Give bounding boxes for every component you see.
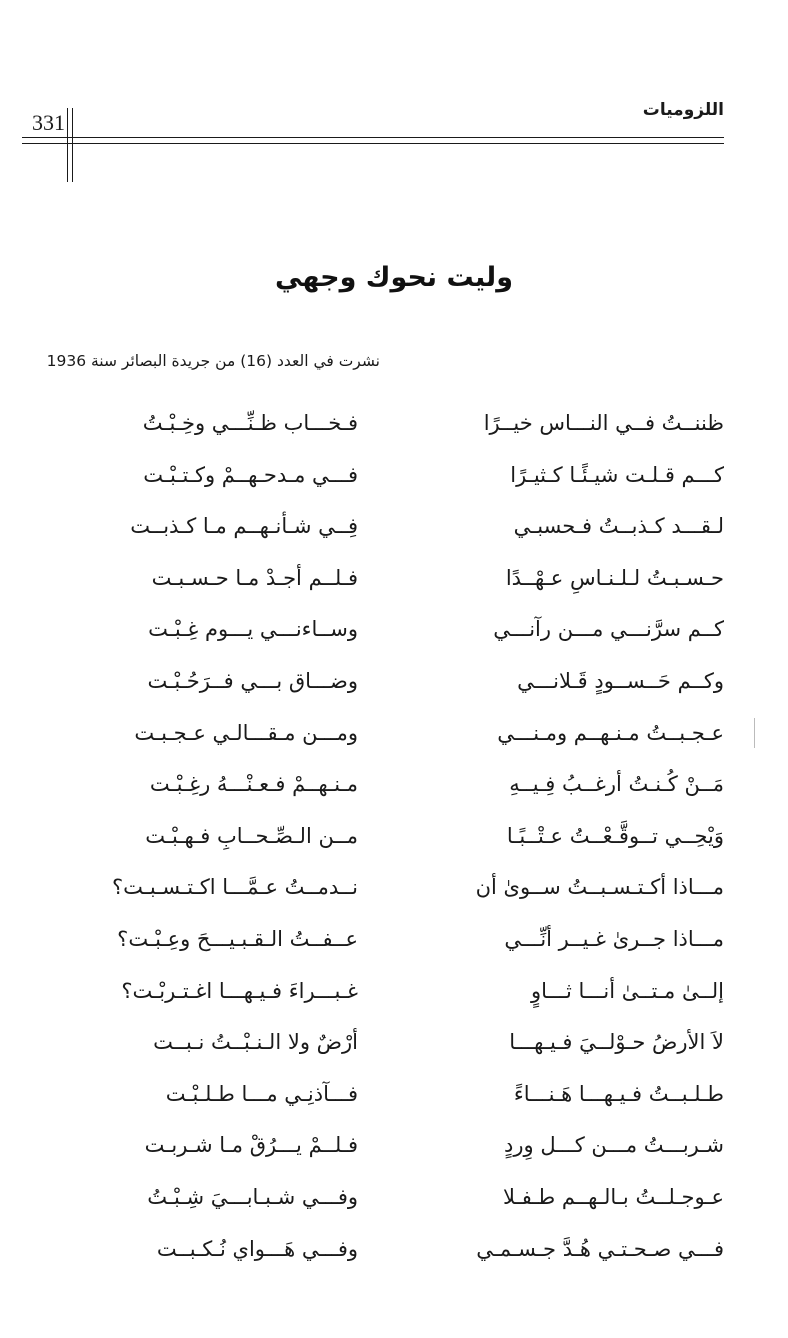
verse-second-hemistich: فـــآذنِـي مـــا طـلـبْـت bbox=[165, 1081, 358, 1106]
running-head: اللزوميات bbox=[642, 100, 724, 120]
verse-line bbox=[0, 816, 788, 868]
verse-second-hemistich: وضـــاق بـــي فــرَحُـبْـت bbox=[147, 668, 358, 693]
verse-line bbox=[0, 971, 788, 1023]
verse-line bbox=[0, 919, 788, 971]
verse-line bbox=[0, 713, 788, 765]
verse-first-hemistich: إلــىٰ مـتــىٰ أنـــا ثـــاوٍ bbox=[531, 978, 724, 1003]
poem-title: وليت نحوك وجهي bbox=[275, 262, 513, 293]
poem-verses bbox=[0, 403, 788, 1280]
verse-second-hemistich: نــدمــتُ عـمَّـــا اكـتـسـبـت؟ bbox=[112, 875, 358, 900]
verse-first-hemistich: لاَ الأرضُ حـوْلــيَ فـيـهـــا bbox=[509, 1030, 724, 1055]
verse-first-hemistich: كــم سرَّنـــي مـــن رآنـــي bbox=[493, 617, 724, 642]
verse-line bbox=[0, 1177, 788, 1229]
verse-second-hemistich: ومـــن مـقـــالـي عـجـبـت bbox=[134, 720, 358, 745]
verse-first-hemistich: فـــي صـحـتـي هُـدَّ جـسـمـي bbox=[476, 1236, 724, 1261]
verse-line bbox=[0, 764, 788, 816]
verse-second-hemistich: فِــي شـأنـهــم مـا كـذبــت bbox=[130, 514, 358, 539]
verse-first-hemistich: ظننــتُ فــي النـــاس خيــرًا bbox=[483, 411, 724, 435]
header-rule-lower bbox=[22, 143, 724, 144]
verse-first-hemistich: شـربـــتُ مـــن كـــل وِردٍ bbox=[504, 1133, 724, 1158]
verse-line bbox=[0, 1229, 788, 1281]
verse-first-hemistich: وَيْحِــي تــوقَّـعْــتُ عـتْــبًـا bbox=[506, 823, 724, 848]
verse-first-hemistich: كـــم قـلـت شيـئًـا كـثيـرًا bbox=[510, 462, 724, 487]
verse-first-hemistich: عـوجـلــتُ بـالـهــم طـفـلا bbox=[503, 1184, 724, 1209]
verse-second-hemistich: فـلــمْ يـــرُقْ مـا شـربـت bbox=[144, 1133, 358, 1158]
publication-note: نشرت في العدد (16) من جريدة البصائر سنة 1936 bbox=[46, 352, 380, 370]
header-vertical-bar-left bbox=[67, 108, 68, 182]
verse-first-hemistich: مـــاذا أكـتـسـبــتُ ســوىٰ أن bbox=[475, 875, 724, 900]
verse-line bbox=[0, 506, 788, 558]
verse-second-hemistich: فـــي مـدحـهــمْ وكـتـبْـت bbox=[143, 462, 358, 487]
verse-second-hemistich: أرْضٌ ولا الـنـبْــتُ نـبــت bbox=[153, 1030, 358, 1055]
page-number: 331 bbox=[32, 110, 65, 135]
verse-second-hemistich: وفـــي شـبـابـــيَ شِـبْـتُ bbox=[147, 1184, 358, 1209]
header-rule-upper bbox=[22, 137, 724, 138]
verse-second-hemistich: وســاءنـــي يـــوم غِـبْـت bbox=[148, 617, 358, 642]
verse-second-hemistich: مــن الـصِّـحــابِ فـهـبْـت bbox=[145, 823, 358, 848]
verse-line bbox=[0, 661, 788, 713]
verse-line bbox=[0, 609, 788, 661]
verse-line bbox=[0, 867, 788, 919]
verse-line bbox=[0, 1074, 788, 1126]
verse-line bbox=[0, 1022, 788, 1074]
verse-first-hemistich: لـقـــد كـذبــتُ فـحسبـي bbox=[513, 514, 724, 539]
verse-first-hemistich: مَــنْ كُـنـتُ أرغــبُ فِـيــهِ bbox=[509, 772, 724, 797]
verse-second-hemistich: مـنـهــمْ فـعـنْـــهُ رغِـبْـت bbox=[149, 772, 358, 797]
verse-first-hemistich: طـلـبــتُ فـيـهـــا هَـنـــاءً bbox=[513, 1081, 724, 1106]
verse-second-hemistich: فـلــم أجـدْ مـا حـسـبـت bbox=[151, 565, 358, 590]
verse-line bbox=[0, 455, 788, 507]
verse-second-hemistich: غـبـــراءَ فـيـهـــا اغـتـربْـت؟ bbox=[121, 978, 358, 1003]
verse-first-hemistich: وكــم حَــســودٍ قَـلانـــي bbox=[517, 668, 724, 693]
verse-line bbox=[0, 1125, 788, 1177]
verse-line bbox=[0, 558, 788, 610]
verse-second-hemistich: وفـــي هَـــواي نُـكـبــت bbox=[156, 1236, 358, 1261]
verse-first-hemistich: حـسـبـتُ لـلـنـاسِ عـهْــدًا bbox=[505, 565, 724, 590]
verse-first-hemistich: عـجـبــتُ مـنـهــم ومـنـــي bbox=[497, 720, 724, 745]
verse-line bbox=[0, 403, 788, 455]
verse-second-hemistich: عــفــتُ الـقـبـيـــحَ وعِـبْـت؟ bbox=[117, 926, 358, 951]
verse-first-hemistich: مـــاذا جــرىٰ غـيــر أنِّـــي bbox=[504, 926, 724, 951]
header-vertical-bar-right bbox=[72, 108, 73, 182]
verse-second-hemistich: فـخـــاب ظـنِّـــي وخِـبْـتُ bbox=[142, 411, 358, 435]
margin-mark bbox=[754, 718, 755, 748]
